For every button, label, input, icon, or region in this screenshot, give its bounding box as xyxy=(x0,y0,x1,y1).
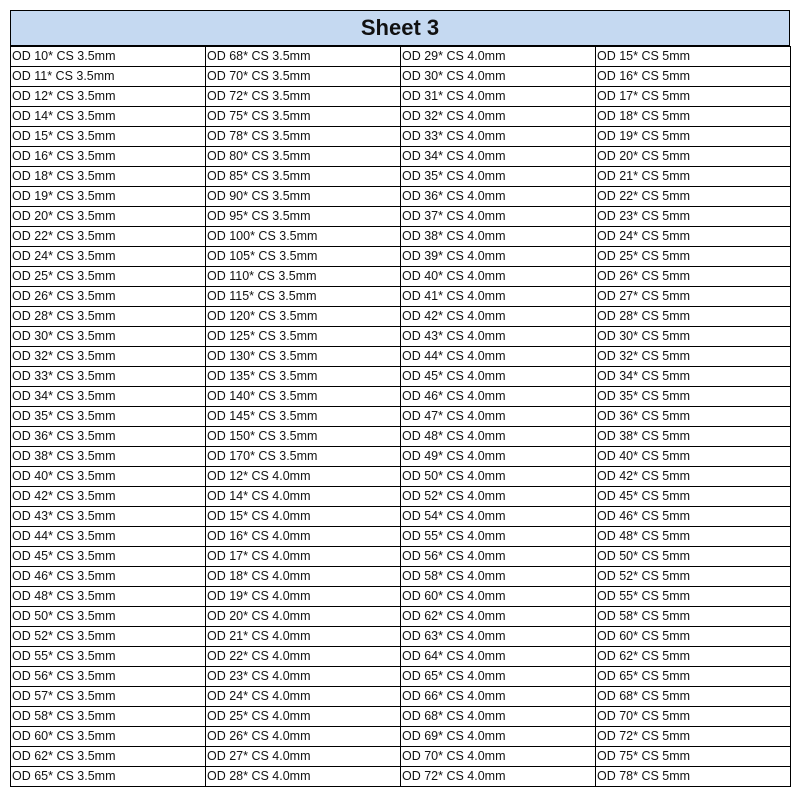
spreadsheet-sheet xyxy=(10,10,790,787)
size-table xyxy=(10,46,791,787)
table-cell[interactable]: OD 15* CS 4.0mm xyxy=(206,507,401,527)
table-row xyxy=(11,167,791,187)
table-cell[interactable]: OD 50* CS 3.5mm xyxy=(11,607,206,627)
table-row xyxy=(11,647,791,667)
table-cell[interactable]: OD 69* CS 4.0mm xyxy=(401,727,596,747)
table-cell[interactable]: OD 39* CS 4.0mm xyxy=(401,247,596,267)
table-cell[interactable]: OD 72* CS 3.5mm xyxy=(206,87,401,107)
table-cell[interactable]: OD 11* CS 3.5mm xyxy=(11,67,206,87)
table-cell[interactable]: OD 40* CS 4.0mm xyxy=(401,267,596,287)
table-row xyxy=(11,87,791,107)
table-cell[interactable]: OD 34* CS 3.5mm xyxy=(11,387,206,407)
table-cell[interactable]: OD 55* CS 5mm xyxy=(596,587,791,607)
table-cell[interactable]: OD 22* CS 3.5mm xyxy=(11,227,206,247)
table-cell[interactable]: OD 38* CS 5mm xyxy=(596,427,791,447)
table-cell[interactable]: OD 65* CS 5mm xyxy=(596,667,791,687)
table-cell[interactable]: OD 18* CS 3.5mm xyxy=(11,167,206,187)
table-cell[interactable]: OD 72* CS 4.0mm xyxy=(401,767,596,787)
table-cell[interactable]: OD 15* CS 3.5mm xyxy=(11,127,206,147)
table-cell[interactable]: OD 48* CS 3.5mm xyxy=(11,587,206,607)
table-row xyxy=(11,747,791,767)
table-cell[interactable]: OD 32* CS 5mm xyxy=(596,347,791,367)
table-cell[interactable]: OD 50* CS 4.0mm xyxy=(401,467,596,487)
table-cell[interactable]: OD 56* CS 4.0mm xyxy=(401,547,596,567)
table-row xyxy=(11,467,791,487)
table-cell[interactable]: OD 52* CS 4.0mm xyxy=(401,487,596,507)
table-cell[interactable]: OD 24* CS 3.5mm xyxy=(11,247,206,267)
table-cell[interactable]: OD 22* CS 5mm xyxy=(596,187,791,207)
table-cell[interactable]: OD 21* CS 5mm xyxy=(596,167,791,187)
table-cell[interactable]: OD 50* CS 5mm xyxy=(596,547,791,567)
table-cell[interactable]: OD 55* CS 3.5mm xyxy=(11,647,206,667)
table-cell[interactable]: OD 19* CS 3.5mm xyxy=(11,187,206,207)
table-cell[interactable]: OD 25* CS 4.0mm xyxy=(206,707,401,727)
table-cell[interactable]: OD 80* CS 3.5mm xyxy=(206,147,401,167)
table-cell[interactable]: OD 16* CS 4.0mm xyxy=(206,527,401,547)
table-cell[interactable]: OD 45* CS 3.5mm xyxy=(11,547,206,567)
table-cell[interactable]: OD 95* CS 3.5mm xyxy=(206,207,401,227)
table-row xyxy=(11,367,791,387)
table-cell[interactable]: OD 30* CS 3.5mm xyxy=(11,327,206,347)
table-row xyxy=(11,727,791,747)
table-cell[interactable]: OD 60* CS 3.5mm xyxy=(11,727,206,747)
table-row xyxy=(11,287,791,307)
table-cell[interactable]: OD 75* CS 5mm xyxy=(596,747,791,767)
table-cell[interactable]: OD 25* CS 3.5mm xyxy=(11,267,206,287)
table-cell[interactable]: OD 19* CS 4.0mm xyxy=(206,587,401,607)
table-cell[interactable]: OD 18* CS 4.0mm xyxy=(206,567,401,587)
table-cell[interactable]: OD 17* CS 4.0mm xyxy=(206,547,401,567)
table-cell[interactable]: OD 70* CS 4.0mm xyxy=(401,747,596,767)
table-cell[interactable]: OD 58* CS 3.5mm xyxy=(11,707,206,727)
table-cell[interactable]: OD 36* CS 5mm xyxy=(596,407,791,427)
table-cell[interactable]: OD 49* CS 4.0mm xyxy=(401,447,596,467)
table-cell[interactable]: OD 37* CS 4.0mm xyxy=(401,207,596,227)
table-cell[interactable]: OD 12* CS 4.0mm xyxy=(206,467,401,487)
table-cell[interactable]: OD 62* CS 3.5mm xyxy=(11,747,206,767)
table-row xyxy=(11,707,791,727)
table-row xyxy=(11,487,791,507)
table-cell[interactable]: OD 43* CS 3.5mm xyxy=(11,507,206,527)
table-cell[interactable]: OD 110* CS 3.5mm xyxy=(206,267,401,287)
table-cell[interactable]: OD 44* CS 3.5mm xyxy=(11,527,206,547)
table-cell[interactable]: OD 26* CS 4.0mm xyxy=(206,727,401,747)
table-cell[interactable]: OD 21* CS 4.0mm xyxy=(206,627,401,647)
table-cell[interactable]: OD 35* CS 4.0mm xyxy=(401,167,596,187)
table-cell[interactable]: OD 55* CS 4.0mm xyxy=(401,527,596,547)
table-cell[interactable]: OD 30* CS 5mm xyxy=(596,327,791,347)
table-cell[interactable]: OD 24* CS 5mm xyxy=(596,227,791,247)
table-cell[interactable]: OD 75* CS 3.5mm xyxy=(206,107,401,127)
table-cell[interactable]: OD 45* CS 5mm xyxy=(596,487,791,507)
table-cell[interactable]: OD 52* CS 5mm xyxy=(596,567,791,587)
table-row xyxy=(11,387,791,407)
table-cell[interactable]: OD 35* CS 5mm xyxy=(596,387,791,407)
table-cell[interactable]: OD 25* CS 5mm xyxy=(596,247,791,267)
table-cell[interactable]: OD 33* CS 4.0mm xyxy=(401,127,596,147)
table-row xyxy=(11,307,791,327)
table-cell[interactable]: OD 24* CS 4.0mm xyxy=(206,687,401,707)
table-cell[interactable]: OD 105* CS 3.5mm xyxy=(206,247,401,267)
table-row xyxy=(11,627,791,647)
table-cell[interactable]: OD 10* CS 3.5mm xyxy=(11,47,206,67)
table-cell[interactable]: OD 115* CS 3.5mm xyxy=(206,287,401,307)
table-cell[interactable]: OD 135* CS 3.5mm xyxy=(206,367,401,387)
table-cell[interactable]: OD 41* CS 4.0mm xyxy=(401,287,596,307)
table-cell[interactable]: OD 34* CS 4.0mm xyxy=(401,147,596,167)
table-cell[interactable]: OD 60* CS 5mm xyxy=(596,627,791,647)
table-cell[interactable]: OD 46* CS 5mm xyxy=(596,507,791,527)
table-cell[interactable]: OD 72* CS 5mm xyxy=(596,727,791,747)
table-cell[interactable]: OD 20* CS 5mm xyxy=(596,147,791,167)
table-cell[interactable]: OD 32* CS 4.0mm xyxy=(401,107,596,127)
table-cell[interactable]: OD 32* CS 3.5mm xyxy=(11,347,206,367)
table-cell[interactable]: OD 23* CS 5mm xyxy=(596,207,791,227)
table-cell[interactable]: OD 100* CS 3.5mm xyxy=(206,227,401,247)
table-cell[interactable]: OD 23* CS 4.0mm xyxy=(206,667,401,687)
table-cell[interactable]: OD 65* CS 3.5mm xyxy=(11,767,206,787)
table-cell[interactable]: OD 68* CS 4.0mm xyxy=(401,707,596,727)
table-cell[interactable]: OD 36* CS 3.5mm xyxy=(11,427,206,447)
table-cell[interactable]: OD 90* CS 3.5mm xyxy=(206,187,401,207)
table-cell[interactable]: OD 42* CS 3.5mm xyxy=(11,487,206,507)
table-cell[interactable]: OD 28* CS 3.5mm xyxy=(11,307,206,327)
table-cell[interactable]: OD 38* CS 4.0mm xyxy=(401,227,596,247)
table-cell[interactable]: OD 52* CS 3.5mm xyxy=(11,627,206,647)
table-row xyxy=(11,667,791,687)
table-row xyxy=(11,687,791,707)
table-cell[interactable]: OD 66* CS 4.0mm xyxy=(401,687,596,707)
table-cell[interactable]: OD 70* CS 3.5mm xyxy=(206,67,401,87)
table-row xyxy=(11,507,791,527)
table-cell[interactable]: OD 68* CS 5mm xyxy=(596,687,791,707)
table-row xyxy=(11,527,791,547)
table-cell[interactable]: OD 28* CS 4.0mm xyxy=(206,767,401,787)
table-row xyxy=(11,67,791,87)
table-cell[interactable]: OD 35* CS 3.5mm xyxy=(11,407,206,427)
table-cell[interactable]: OD 58* CS 5mm xyxy=(596,607,791,627)
table-cell[interactable]: OD 42* CS 4.0mm xyxy=(401,307,596,327)
table-row xyxy=(11,427,791,447)
table-row xyxy=(11,547,791,567)
table-cell[interactable]: OD 19* CS 5mm xyxy=(596,127,791,147)
table-cell[interactable]: OD 27* CS 5mm xyxy=(596,287,791,307)
table-cell[interactable]: OD 34* CS 5mm xyxy=(596,367,791,387)
table-cell[interactable]: OD 44* CS 4.0mm xyxy=(401,347,596,367)
table-cell[interactable]: OD 47* CS 4.0mm xyxy=(401,407,596,427)
table-row xyxy=(11,227,791,247)
table-row xyxy=(11,247,791,267)
table-cell[interactable]: OD 38* CS 3.5mm xyxy=(11,447,206,467)
table-cell[interactable]: OD 85* CS 3.5mm xyxy=(206,167,401,187)
table-cell[interactable]: OD 15* CS 5mm xyxy=(596,47,791,67)
table-cell[interactable]: OD 20* CS 4.0mm xyxy=(206,607,401,627)
table-cell[interactable]: OD 56* CS 3.5mm xyxy=(11,667,206,687)
table-cell[interactable]: OD 63* CS 4.0mm xyxy=(401,627,596,647)
table-row xyxy=(11,407,791,427)
table-cell[interactable]: OD 70* CS 5mm xyxy=(596,707,791,727)
table-cell[interactable]: OD 17* CS 5mm xyxy=(596,87,791,107)
table-cell[interactable]: OD 14* CS 3.5mm xyxy=(11,107,206,127)
table-cell[interactable]: OD 78* CS 5mm xyxy=(596,767,791,787)
table-cell[interactable]: OD 120* CS 3.5mm xyxy=(206,307,401,327)
table-cell[interactable]: OD 26* CS 3.5mm xyxy=(11,287,206,307)
table-cell[interactable]: OD 29* CS 4.0mm xyxy=(401,47,596,67)
table-row xyxy=(11,107,791,127)
table-cell[interactable]: OD 54* CS 4.0mm xyxy=(401,507,596,527)
table-cell[interactable]: OD 62* CS 5mm xyxy=(596,647,791,667)
sheet-title: Sheet 3 xyxy=(10,10,790,46)
table-cell[interactable]: OD 125* CS 3.5mm xyxy=(206,327,401,347)
table-cell[interactable]: OD 16* CS 5mm xyxy=(596,67,791,87)
table-cell[interactable]: OD 30* CS 4.0mm xyxy=(401,67,596,87)
table-cell[interactable]: OD 31* CS 4.0mm xyxy=(401,87,596,107)
table-row xyxy=(11,267,791,287)
table-row xyxy=(11,47,791,67)
table-row xyxy=(11,567,791,587)
table-row xyxy=(11,447,791,467)
table-row xyxy=(11,207,791,227)
table-cell[interactable]: OD 27* CS 4.0mm xyxy=(206,747,401,767)
table-row xyxy=(11,587,791,607)
table-row xyxy=(11,327,791,347)
table-cell[interactable]: OD 57* CS 3.5mm xyxy=(11,687,206,707)
table-cell[interactable]: OD 150* CS 3.5mm xyxy=(206,427,401,447)
table-cell[interactable]: OD 36* CS 4.0mm xyxy=(401,187,596,207)
table-cell[interactable]: OD 78* CS 3.5mm xyxy=(206,127,401,147)
table-row xyxy=(11,147,791,167)
table-cell[interactable]: OD 26* CS 5mm xyxy=(596,267,791,287)
table-body xyxy=(11,47,791,787)
table-cell[interactable]: OD 145* CS 3.5mm xyxy=(206,407,401,427)
table-cell[interactable]: OD 65* CS 4.0mm xyxy=(401,667,596,687)
table-cell[interactable]: OD 64* CS 4.0mm xyxy=(401,647,596,667)
table-cell[interactable]: OD 22* CS 4.0mm xyxy=(206,647,401,667)
table-cell[interactable]: OD 45* CS 4.0mm xyxy=(401,367,596,387)
table-cell[interactable]: OD 46* CS 3.5mm xyxy=(11,567,206,587)
table-row xyxy=(11,767,791,787)
table-cell[interactable]: OD 58* CS 4.0mm xyxy=(401,567,596,587)
table-cell[interactable]: OD 28* CS 5mm xyxy=(596,307,791,327)
table-cell[interactable]: OD 60* CS 4.0mm xyxy=(401,587,596,607)
table-cell[interactable]: OD 43* CS 4.0mm xyxy=(401,327,596,347)
table-cell[interactable]: OD 40* CS 5mm xyxy=(596,447,791,467)
table-row xyxy=(11,187,791,207)
table-cell[interactable]: OD 12* CS 3.5mm xyxy=(11,87,206,107)
table-cell[interactable]: OD 46* CS 4.0mm xyxy=(401,387,596,407)
table-cell[interactable]: OD 33* CS 3.5mm xyxy=(11,367,206,387)
table-cell[interactable]: OD 20* CS 3.5mm xyxy=(11,207,206,227)
table-cell[interactable]: OD 40* CS 3.5mm xyxy=(11,467,206,487)
table-cell[interactable]: OD 16* CS 3.5mm xyxy=(11,147,206,167)
table-row xyxy=(11,347,791,367)
table-row xyxy=(11,607,791,627)
table-cell[interactable]: OD 14* CS 4.0mm xyxy=(206,487,401,507)
table-cell[interactable]: OD 42* CS 5mm xyxy=(596,467,791,487)
table-cell[interactable]: OD 140* CS 3.5mm xyxy=(206,387,401,407)
table-cell[interactable]: OD 68* CS 3.5mm xyxy=(206,47,401,67)
table-cell[interactable]: OD 130* CS 3.5mm xyxy=(206,347,401,367)
table-cell[interactable]: OD 18* CS 5mm xyxy=(596,107,791,127)
table-cell[interactable]: OD 62* CS 4.0mm xyxy=(401,607,596,627)
table-cell[interactable]: OD 48* CS 4.0mm xyxy=(401,427,596,447)
table-row xyxy=(11,127,791,147)
table-cell[interactable]: OD 170* CS 3.5mm xyxy=(206,447,401,467)
table-cell[interactable]: OD 48* CS 5mm xyxy=(596,527,791,547)
